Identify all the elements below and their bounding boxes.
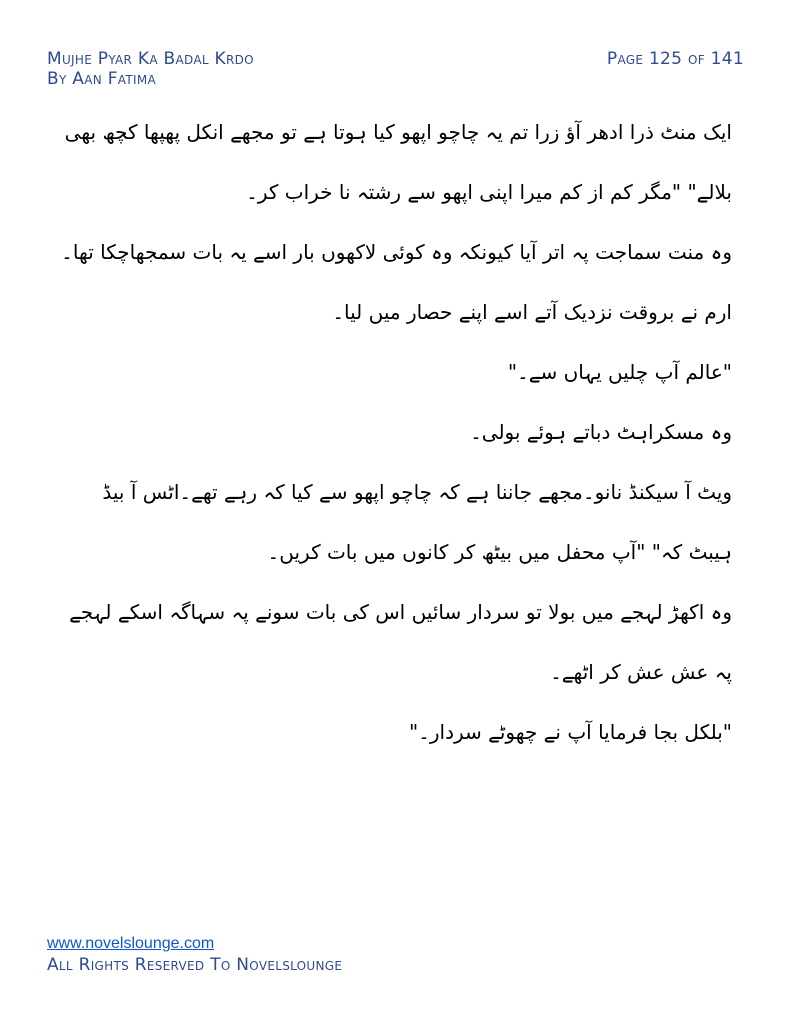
story-text	[60, 102, 732, 762]
paragraph-6: وہ اکھڑ لہجے میں بولا تو سردار سائیں اس کی بات سونے پہ سہاگہ اسکے لہجے پہ عش عش کر اٹھے۔	[69, 600, 732, 684]
paragraph-5: ویٹ آ سیکنڈ نانو۔مجھے جاننا ہے کہ چاچو اپھو سے کیا کہ رہے تھے۔اٹس آ بیڈ ہیبٹ کہ" "آپ محفل میں بیٹھ کر کانوں میں بات کریں۔	[102, 480, 732, 564]
document-footer	[47, 934, 342, 976]
paragraph-7: "بلکل بجا فرمایا آپ نے چھوٹے سردار۔"	[408, 720, 732, 744]
novel-author: By Aan Fatima	[47, 69, 157, 89]
rights-notice: All Rights Reserved To Novelslounge	[47, 955, 343, 975]
paragraph-3: "عالم آپ چلیں یہاں سے۔"	[507, 360, 732, 384]
website-link[interactable]: www.novelslounge.com	[47, 935, 215, 952]
document-header	[47, 49, 254, 89]
paragraph-2: وہ منت سماجت پہ اتر آیا کیونکہ وہ کوئی لاکھوں بار اسے یہ بات سمجھاچکا تھا۔ارم نے بروقت نزدیک آتے اسے اپنے حصار میں لیا۔	[61, 240, 732, 324]
novel-title: Mujhe Pyar Ka Badal Krdo	[47, 49, 254, 69]
paragraph-4: وہ مسکراہٹ دباتے ہوئے بولی۔	[470, 420, 732, 444]
page-number: Page 125 of 141	[606, 49, 744, 69]
paragraph-1: ایک منٹ ذرا ادھر آؤ زرا تم یہ چاچو اپھو کیا ہوتا ہے تو مجھے انکل پھپھا کچھ بھی بلالے" "مگر کم از کم میرا اپنی اپھو سے رشتہ نا خراب کر۔	[64, 120, 732, 204]
